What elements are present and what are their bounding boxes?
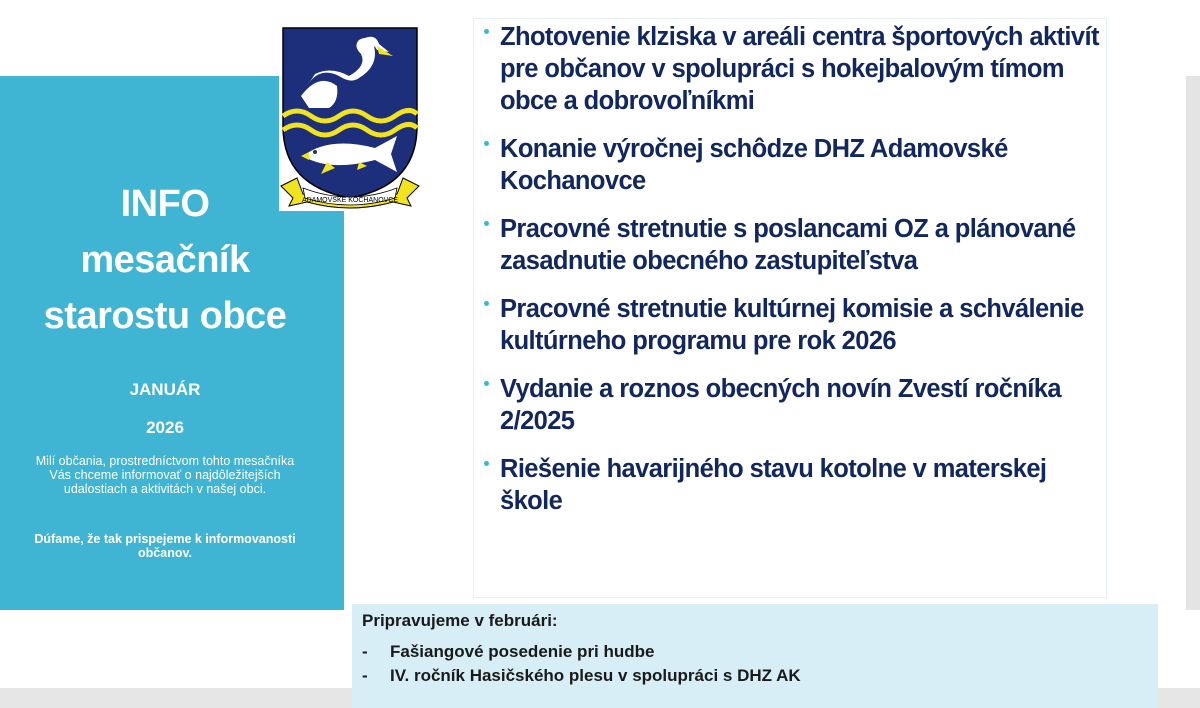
event-text: Riešenie havarijného stavu kotolne v materskej škole xyxy=(500,455,1047,515)
list-item xyxy=(484,21,1099,117)
intro-text: Milí občania, prostredníctvom tohto mesačníka Vás chceme informovať o najdôležitejších udalostiach a aktivitách v našej obci. xyxy=(35,454,295,496)
event-text: Konanie výročnej schôdze DHZ Adamovské Kochanovce xyxy=(500,135,1008,195)
bullet-icon xyxy=(484,381,489,386)
list-item xyxy=(484,213,1099,277)
coat-of-arms-icon xyxy=(279,26,421,211)
intro-bold-text: Dúfame, že tak prispejeme k informovanosti občanov. xyxy=(34,532,296,560)
list-item xyxy=(362,664,801,688)
events-box xyxy=(473,18,1107,598)
month-label: JANUÁR xyxy=(129,380,201,399)
title-line-2: mesačník xyxy=(80,239,250,281)
event-text: Vydanie a roznos obecných novín Zvestí ročníka 2/2025 xyxy=(500,375,1061,435)
bullet-icon xyxy=(484,301,489,306)
coat-of-arms-logo xyxy=(279,26,421,211)
february-item-text: IV. ročník Hasičského plesu v spolupráci s DHZ AK xyxy=(390,666,801,685)
event-text: Pracovné stretnutie kultúrnej komisie a schválenie kultúrneho programu pre rok 2026 xyxy=(500,295,1084,355)
february-box xyxy=(352,604,1158,708)
right-decorative-bar xyxy=(1186,76,1200,610)
title-line-3: starostu obce xyxy=(43,295,287,337)
svg-text:ADAMOVSKÉ KOCHANOVCE: ADAMOVSKÉ KOCHANOVCE xyxy=(301,197,399,204)
list-item xyxy=(484,133,1099,197)
event-text: Zhotovenie klziska v areáli centra športových aktivít pre občanov v spolupráci s hokejbalovým tímom obce a dobrovoľníkmi xyxy=(500,23,1099,115)
list-item xyxy=(484,373,1099,437)
title-line-1: INFO xyxy=(120,183,210,225)
list-item xyxy=(484,293,1099,357)
event-text: Pracovné stretnutie s poslancami OZ a plánované zasadnutie obecného zastupiteľstva xyxy=(500,215,1076,275)
bullet-icon xyxy=(484,141,489,146)
year-label: 2026 xyxy=(146,418,184,437)
events-list xyxy=(484,21,1099,533)
february-list xyxy=(362,640,801,688)
list-item xyxy=(484,453,1099,517)
february-title: Pripravujeme v februári: xyxy=(362,611,558,630)
bullet-icon xyxy=(484,221,489,226)
list-item xyxy=(362,640,801,664)
bullet-icon xyxy=(484,29,489,34)
dash-icon: - xyxy=(362,666,368,685)
dash-icon: - xyxy=(362,642,368,661)
february-item-text: Fašiangové posedenie pri hudbe xyxy=(390,642,655,661)
bullet-icon xyxy=(484,461,489,466)
